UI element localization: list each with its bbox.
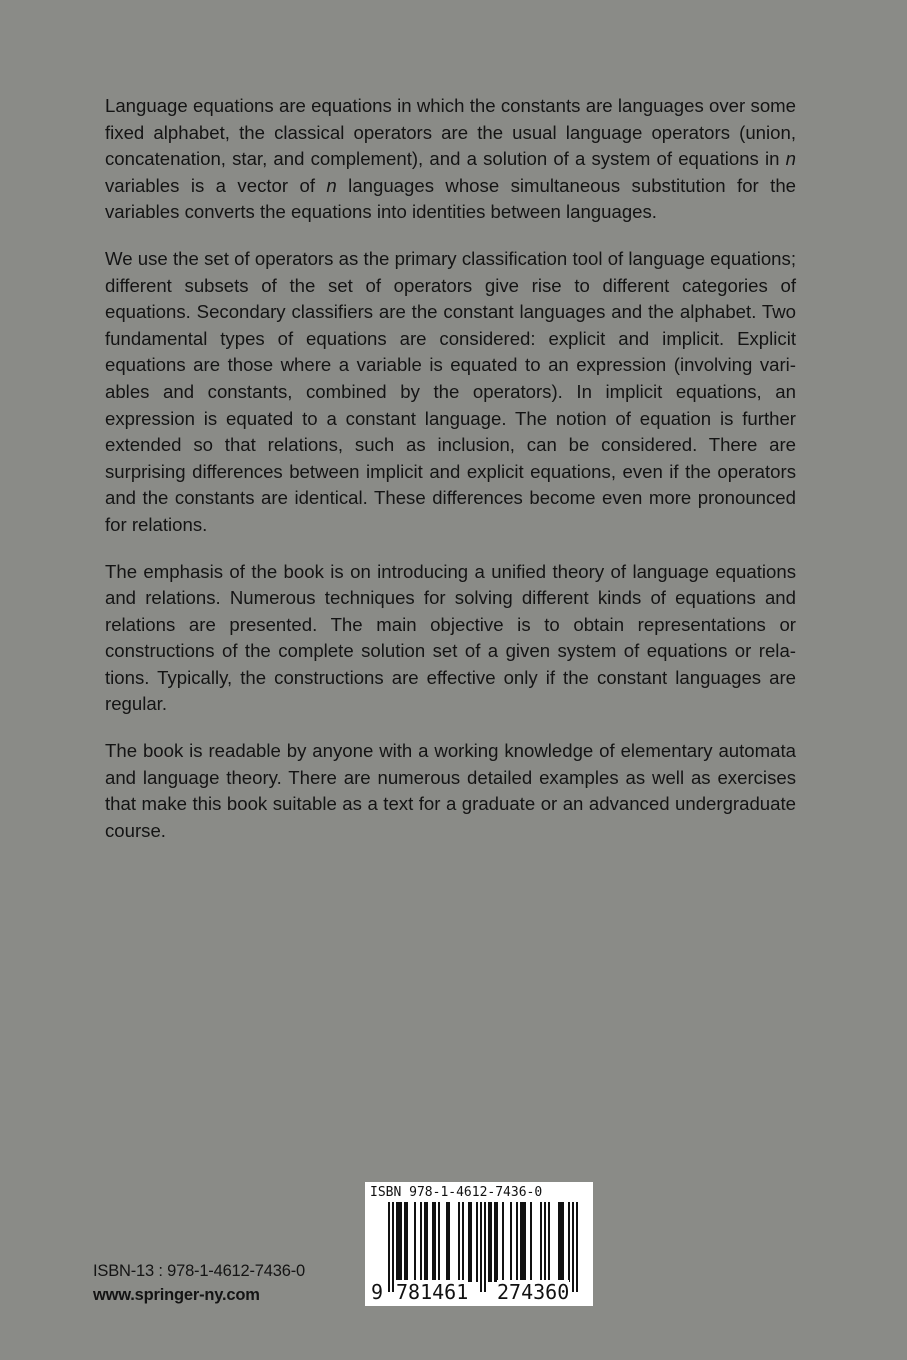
barcode-bar bbox=[544, 1202, 546, 1282]
barcode-digits-right: 274360 bbox=[497, 1280, 570, 1304]
barcode-guard-bar bbox=[572, 1202, 574, 1292]
italic-variable-n: n bbox=[326, 174, 337, 196]
blurb-run: languages whose simultaneous substitution for the variables converts the equations into identities between languages. bbox=[105, 174, 797, 223]
blurb-paragraph-3: The emphasis of the book is on introducing a unified theory of language equations and relations. Numerous techniques for solving different kinds of equations and relations are presented. The main objective is to obtain representations or constructions of the complete solution set of a given system of equations or relations. Typically, the constructions are effective only if the constant languages are regular. bbox=[105, 560, 796, 715]
blurb-run: variables is a vector of bbox=[105, 174, 327, 196]
barcode-bar bbox=[420, 1202, 422, 1282]
barcode-bar bbox=[558, 1202, 564, 1282]
barcode-bar bbox=[520, 1202, 526, 1282]
barcode-guard-bar bbox=[480, 1202, 482, 1292]
barcode-bar bbox=[530, 1202, 532, 1282]
barcode-isbn-line: ISBN 978-1-4612-7436-0 bbox=[370, 1185, 543, 1200]
blurb-paragraph-1 bbox=[105, 93, 796, 226]
barcode-bar bbox=[414, 1202, 416, 1282]
barcode-digits bbox=[365, 1280, 593, 1306]
publisher-imprint bbox=[93, 1260, 353, 1308]
blurb-paragraph-2: We use the set of operators as the primary classification tool of language equations; different subsets of the set of operators give rise to different categories of equations. Secondary classifiers are the constant languages and the alphabet. Two fundamental types of equations are considered: explicit and implicit. Explicit equations are those where a variable is equated to an expression (involving variables and constants, combined by the operators). In implicit equations, an expression is equated to a constant language. The notion of equation is further extended so that relations, such as inclusion, can be considered. There are surprising differences between implicit and explicit equations, even if the operators and the constants are identical. These differences become even more pronounced for relations. bbox=[105, 247, 796, 535]
barcode-bar bbox=[438, 1202, 440, 1282]
barcode-bar bbox=[502, 1202, 504, 1282]
isbn-barcode bbox=[365, 1182, 593, 1306]
italic-variable-n: n bbox=[785, 148, 796, 170]
barcode-bar bbox=[462, 1202, 464, 1282]
barcode-guard-bar bbox=[388, 1202, 390, 1292]
barcode-bar bbox=[516, 1202, 518, 1282]
barcode-bar bbox=[540, 1202, 542, 1282]
barcode-bar bbox=[446, 1202, 450, 1282]
barcode-digits-left: 781461 bbox=[396, 1280, 469, 1304]
barcode-bar bbox=[404, 1202, 408, 1282]
isbn-13-label: ISBN-13 : 978-1-4612-7436-0 bbox=[93, 1262, 305, 1280]
barcode-bar bbox=[510, 1202, 512, 1282]
blurb-text bbox=[105, 93, 796, 844]
barcode-bar bbox=[432, 1202, 436, 1282]
barcode-bar bbox=[458, 1202, 460, 1282]
barcode-bar bbox=[476, 1202, 478, 1282]
barcode-bar bbox=[424, 1202, 428, 1282]
barcode-guard-bar bbox=[392, 1202, 394, 1292]
barcode-bar bbox=[568, 1202, 570, 1282]
barcode-bar bbox=[488, 1202, 492, 1282]
barcode-guard-bar bbox=[576, 1202, 578, 1292]
barcode-bar bbox=[468, 1202, 472, 1282]
barcode-bar bbox=[494, 1202, 498, 1282]
barcode-bar bbox=[396, 1202, 402, 1282]
barcode-bar bbox=[548, 1202, 550, 1282]
barcode-digit-lead: 9 bbox=[371, 1280, 384, 1304]
barcode-guard-bar bbox=[484, 1202, 486, 1292]
blurb-paragraph-4: The book is readable by anyone with a working knowledge of elementary automata and language theory. There are numerous detailed examples as well as exercises that make this book suitable as a text for a graduate or an advanced undergraduate course. bbox=[105, 740, 796, 841]
publisher-website[interactable]: www.springer-ny.com bbox=[93, 1286, 260, 1304]
blurb-run: Language equations are equations in which the constants are languages over some fixed alphabet, the classical operators are the usual language operators (union, concatenation, star, and complement), and a solution of a system of equations in bbox=[105, 95, 796, 170]
